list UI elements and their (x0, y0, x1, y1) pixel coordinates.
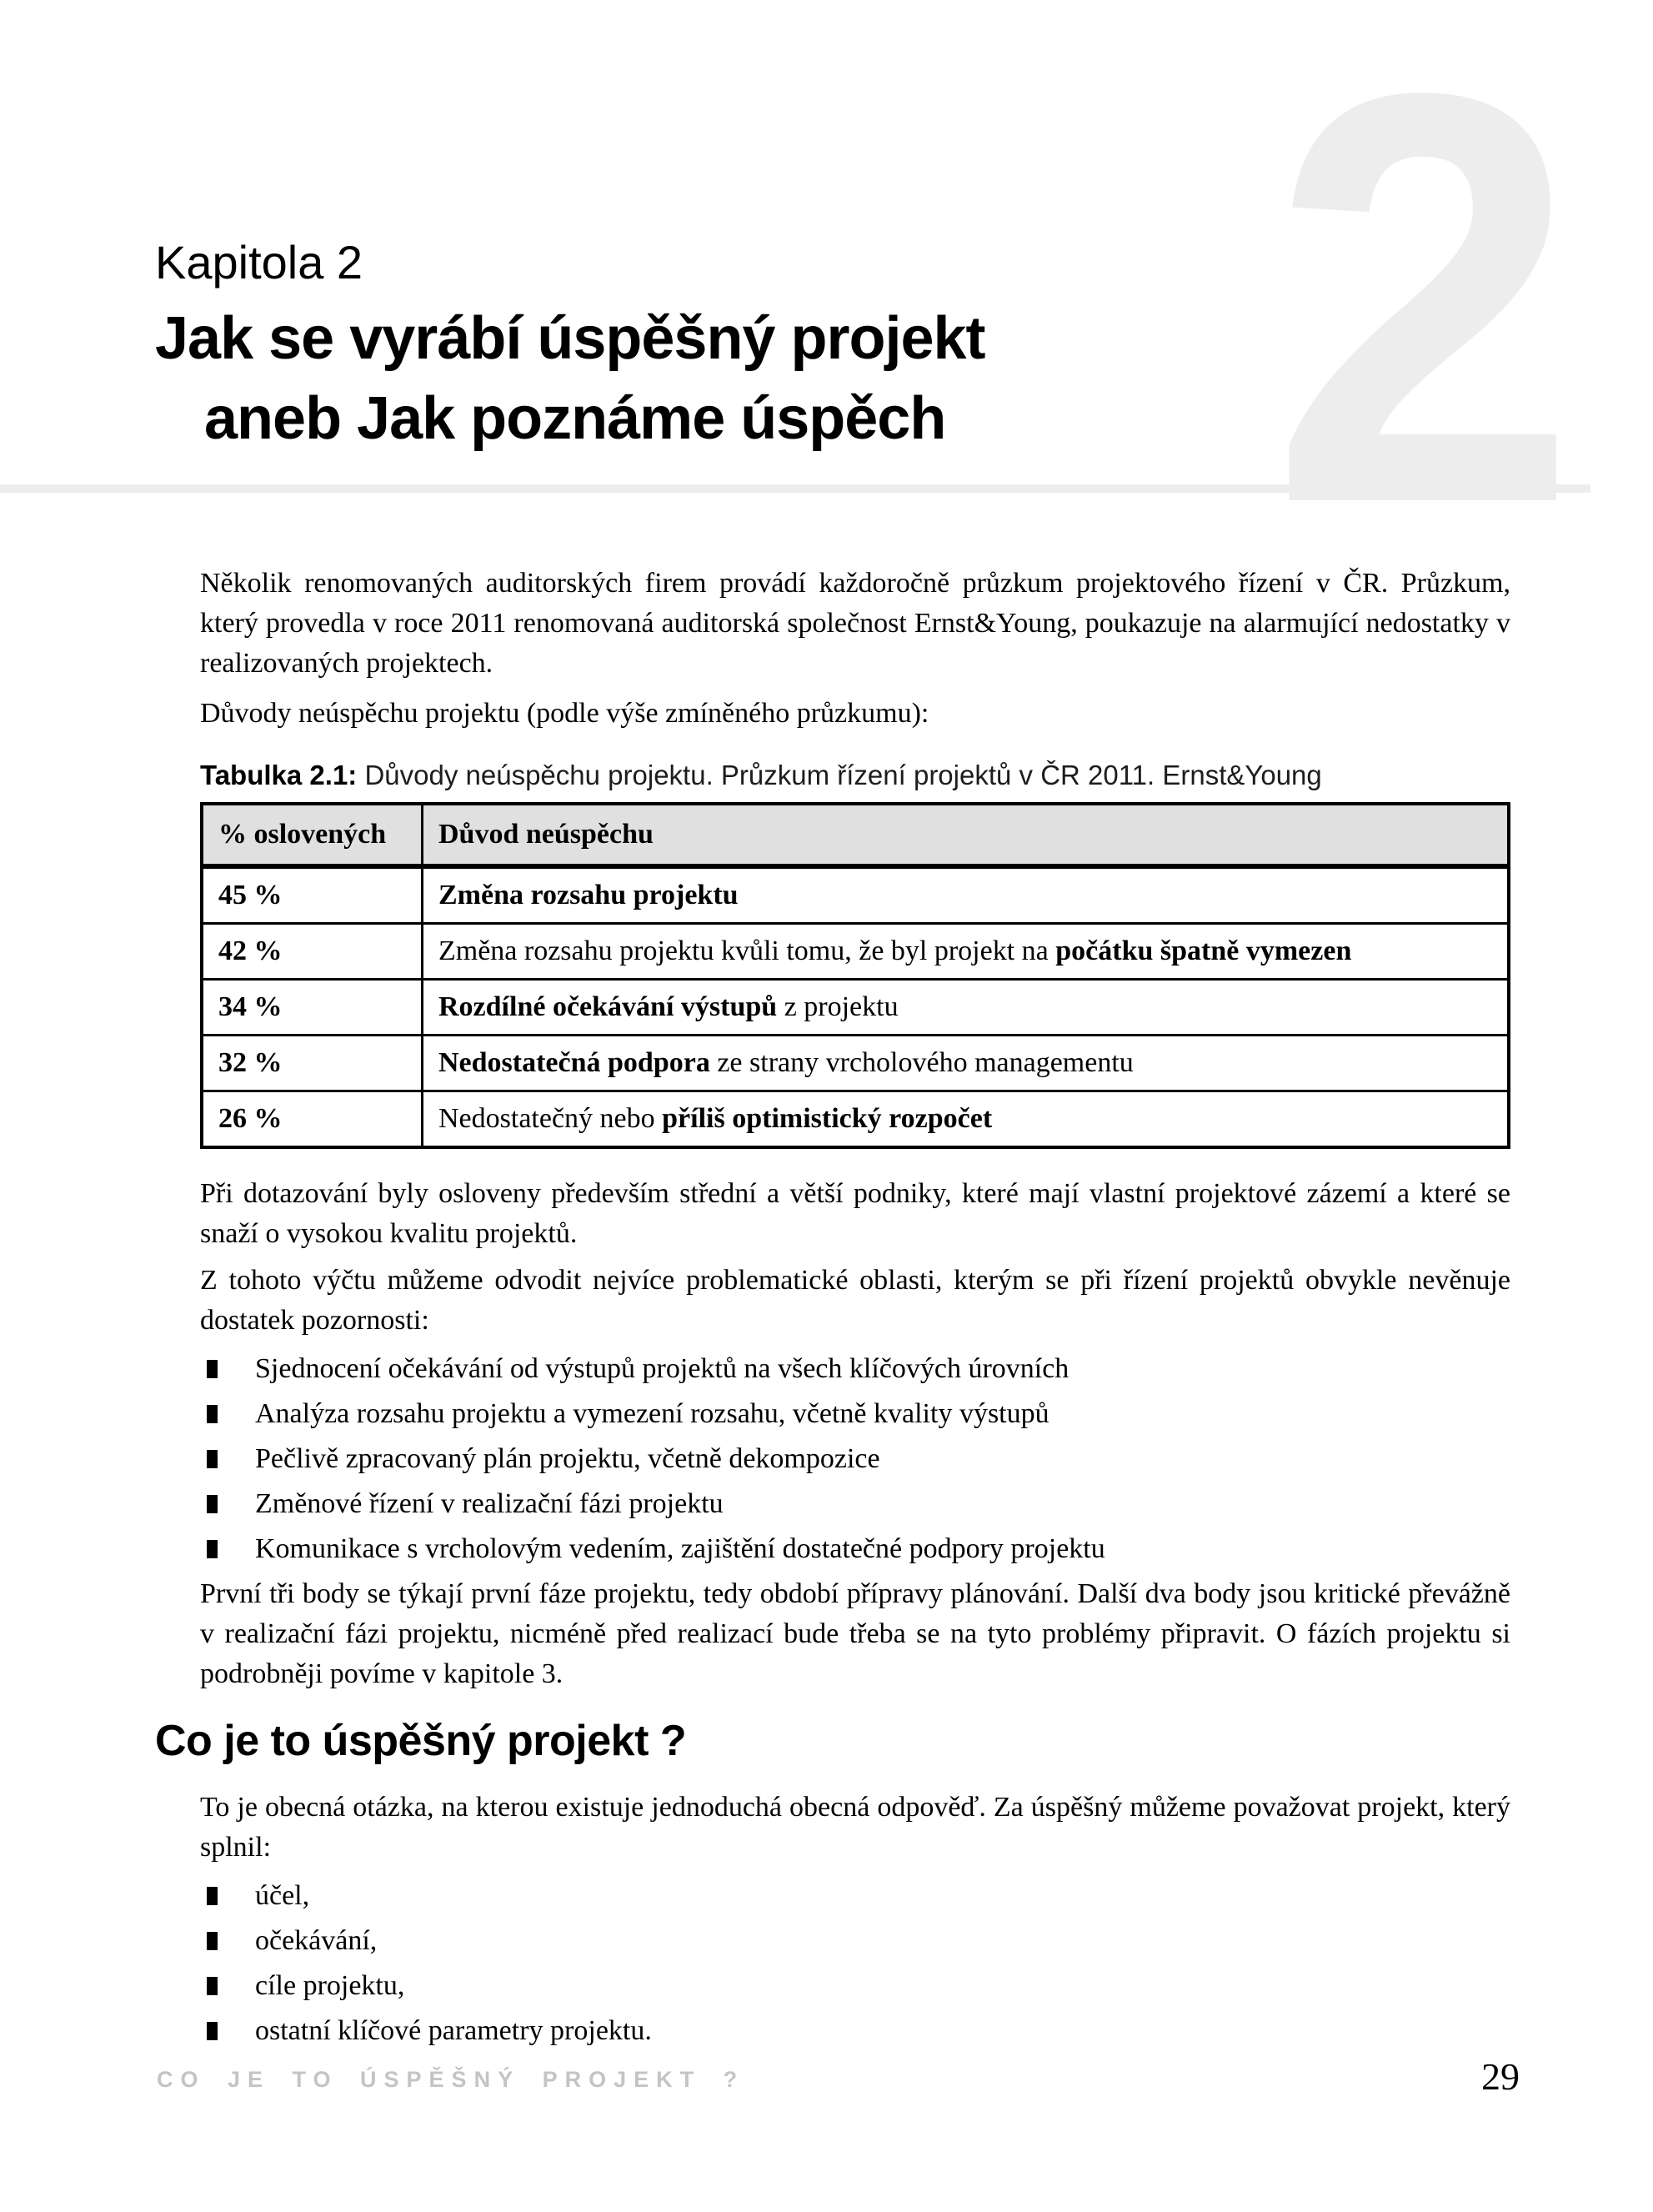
list-item-text: cíle projektu, (255, 1970, 405, 2001)
problem-areas-list (200, 1349, 1510, 1569)
table-caption-label: Tabulka 2.1: (200, 760, 358, 790)
table-row (202, 866, 1509, 924)
table-row (202, 924, 1509, 980)
column-header-percent: % oslovených (202, 804, 423, 866)
bullet-square-icon (207, 2022, 218, 2040)
bullet-square-icon (207, 1540, 218, 1558)
list-item-text: Sjednocení očekávání od výstupů projektů na všech klíčových úrovních (255, 1353, 1069, 1384)
list-item (200, 1394, 1510, 1434)
bullet-square-icon (207, 1495, 218, 1513)
paragraph-reasons-lead: Důvody neúspěchu projektu (podle výše zmíněného průzkumu): (200, 698, 929, 729)
table-cell-reason: Změna rozsahu projektu kvůli tomu, že byl projekt na počátku špatně vymezen (423, 924, 1510, 980)
list-item (200, 2011, 1510, 2051)
table-row (202, 980, 1509, 1036)
list-item (200, 1921, 1510, 1961)
list-item-text: Změnové řízení v realizační fázi projektu (255, 1488, 724, 1519)
paragraph-survey-scope: Při dotazování byly osloveny především střední a větší podniky, které mají vlastní projektové zázemí a které se snaží o vysokou kvalitu projektů. (200, 1178, 1510, 1249)
table-cell-percent: 45 % (202, 866, 423, 924)
bullet-square-icon (207, 1977, 218, 1995)
table-cell-reason: Nedostatečný nebo příliš optimistický rozpočet (423, 1091, 1510, 1148)
chapter-label: Kapitola 2 (155, 236, 363, 288)
section-heading: Co je to úspěšný projekt ? (155, 1717, 687, 1765)
list-item (200, 1966, 1510, 2006)
table-cell-reason: Nedostatečná podpora ze strany vrcholového managementu (423, 1036, 1510, 1091)
chapter-title (155, 298, 985, 459)
success-criteria-list (200, 1876, 1510, 2051)
paragraph-phases: První tři body se týkají první fáze projektu, tedy období přípravy plánování. Další dva body jsou kritické převážně v realizační fázi projektu, nicméně před realizací bude třeba se na tyto problémy připravit. O fázích projektu si podrobněji povíme v kapitole 3. (200, 1578, 1510, 1689)
body-column (155, 564, 1510, 2056)
list-item (200, 1529, 1510, 1569)
table-cell-percent: 26 % (202, 1091, 423, 1148)
chapter-title-line2: aneb Jak poznáme úspěch (204, 385, 946, 452)
bullet-square-icon (207, 1887, 218, 1905)
list-item-text: Pečlivě zpracovaný plán projektu, včetně dekompozice (255, 1443, 880, 1474)
bullet-square-icon (207, 1405, 218, 1423)
list-item (200, 1484, 1510, 1524)
chapter-title-line1: Jak se vyrábí úspěšný projekt (155, 305, 985, 372)
table-cell-percent: 42 % (202, 924, 423, 980)
list-item-text: ostatní klíčové parametry projektu. (255, 2015, 652, 2046)
failure-reasons-table (200, 802, 1510, 1149)
running-footer: CO JE TO ÚSPĚŠNÝ PROJEKT ? (157, 2067, 745, 2092)
bullet-square-icon (207, 1932, 218, 1950)
paragraph-success-lead: To je obecná otázka, na kterou existuje jednoduchá obecná odpověď. Za úspěšný můžeme považovat projekt, který splnil: (200, 1792, 1510, 1863)
table-header-row (202, 804, 1509, 866)
table-row (202, 1036, 1509, 1091)
table-row (202, 1091, 1509, 1148)
table-cell-reason: Změna rozsahu projektu (423, 866, 1510, 924)
list-item-text: očekávání, (255, 1925, 378, 1956)
list-item (200, 1876, 1510, 1916)
list-item-text: Analýza rozsahu projektu a vymezení rozsahu, včetně kvality výstupů (255, 1398, 1049, 1429)
paragraph-intro: Několik renomovaných auditorských firem provádí každoročně průzkum projektového řízení v ČR. Průzkum, který provedla v roce 2011 renomovaná auditorská společnost Ernst&Young, poukazuje na alarmující nedostatky v realizovaných projektech. (200, 568, 1510, 679)
paragraph-problem-areas-lead: Z tohoto výčtu můžeme odvodit nejvíce problematické oblasti, kterým se při řízení projektů obvykle nevěnuje dostatek pozornosti: (200, 1265, 1510, 1336)
table-caption-text: Důvody neúspěchu projektu. Průzkum řízení projektů v ČR 2011. Ernst&Young (357, 760, 1322, 790)
list-item (200, 1349, 1510, 1389)
table-cell-percent: 32 % (202, 1036, 423, 1091)
chapter-numeral-watermark: 2 (1270, 0, 1578, 624)
table-cell-percent: 34 % (202, 980, 423, 1036)
bullet-square-icon (207, 1360, 218, 1378)
list-item (200, 1439, 1510, 1479)
table-caption (200, 759, 1510, 792)
bullet-square-icon (207, 1450, 218, 1468)
table-body (202, 866, 1509, 1147)
table-cell-reason: Rozdílné očekávání výstupů z projektu (423, 980, 1510, 1036)
list-item-text: účel, (255, 1880, 310, 1911)
page-number: 29 (1481, 2055, 1520, 2098)
column-header-reason: Důvod neúspěchu (423, 804, 1510, 866)
list-item-text: Komunikace s vrcholovým vedením, zajištění dostatečné podpory projektu (255, 1533, 1105, 1564)
